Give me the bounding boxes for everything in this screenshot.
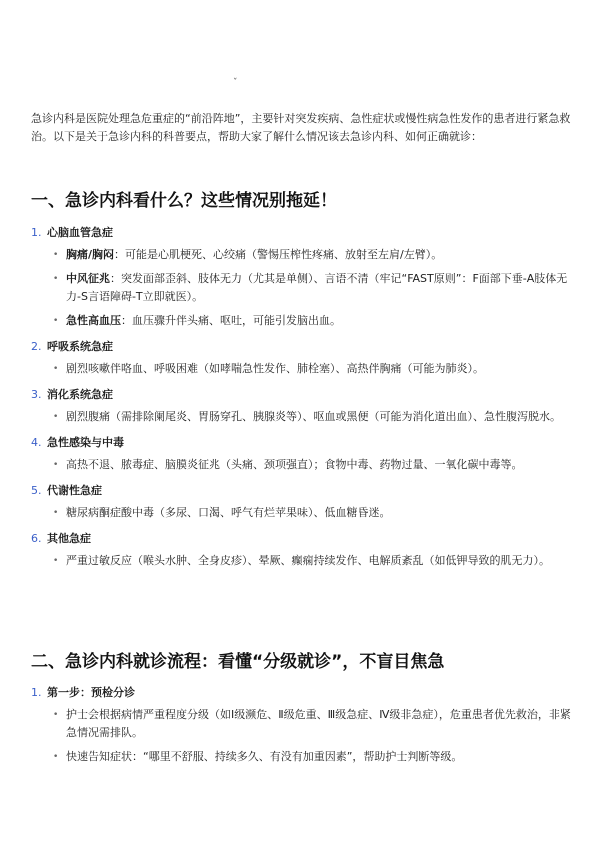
bullet-item: [53, 312, 576, 330]
bullet-text: [66, 408, 571, 426]
stray-mark: ˇ: [233, 78, 238, 88]
bullet-dot-icon: •: [53, 412, 59, 422]
bullet-text: [66, 360, 571, 378]
list-item: [31, 482, 576, 522]
bullet-body: 糖尿病酮症酸中毒（多尿、口渴、呼气有烂苹果味）、低血糖昏迷。: [66, 506, 391, 519]
list-item: [31, 386, 576, 426]
bullet-item: [53, 270, 576, 306]
list-item-title: 代谢性急症: [47, 484, 102, 497]
bullet-dot-icon: •: [53, 364, 59, 374]
list-item-heading: [31, 482, 576, 504]
bullet-text: [66, 552, 571, 570]
bullet-dot-icon: •: [53, 250, 59, 260]
list-item: [31, 684, 576, 766]
bullet-text: [66, 270, 571, 306]
intro-paragraph: 急诊内科是医院处理急危重症的“前沿阵地”，主要针对突发疾病、急性症状或慢性病急性发作的患者进行紧急救治。以下是关于急诊内科的科普要点，帮助大家了解什么情况该去急诊内科、如何正确就诊：: [31, 112, 571, 143]
list-number: 4.: [31, 436, 42, 449]
bullet-item: [53, 706, 576, 742]
bullet-body: 剧烈腹痛（需排除阑尾炎、胃肠穿孔、胰腺炎等）、呕血或黑便（可能为消化道出血）、急性腹泻脱水。: [66, 410, 561, 423]
list-number: 2.: [31, 340, 42, 353]
bullet-dot-icon: •: [53, 274, 59, 284]
list-item: [31, 224, 576, 330]
bullet-text: [66, 504, 571, 522]
list-number: 1.: [31, 226, 42, 239]
bullet-text: [66, 748, 571, 766]
list-item-title: 其他急症: [47, 532, 91, 545]
list-item-title: 呼吸系统急症: [47, 340, 113, 353]
bullet-item: [53, 246, 576, 264]
bullet-text: [66, 706, 571, 742]
bullet-dot-icon: •: [53, 710, 59, 720]
list-number: 5.: [31, 484, 42, 497]
list-number: 1.: [31, 686, 42, 699]
bullet-dot-icon: •: [53, 752, 59, 762]
bullet-body: 快速告知症状：“哪里不舒服、持续多久、有没有加重因素”，帮助护士判断等级。: [66, 750, 463, 763]
list-item-title: 第一步：预检分诊: [47, 686, 135, 699]
bullet-label: 急性高血压: [66, 314, 121, 327]
bullet-text: [66, 456, 571, 474]
section-1-list: [31, 224, 576, 578]
bullet-body: 剧烈咳嗽伴咯血、呼吸困难（如哮喘急性发作、肺栓塞）、高热伴胸痛（可能为肺炎）。: [66, 362, 484, 375]
bullet-body: 严重过敏反应（喉头水肿、全身皮疹）、晕厥、癫痫持续发作、电解质紊乱（如低钾导致的肌无力）。: [66, 554, 550, 567]
bullet-body: ：血压骤升伴头痛、呕吐，可能引发脑出血。: [121, 314, 341, 327]
bullet-dot-icon: •: [53, 316, 59, 326]
bullet-body: 护士会根据病情严重程度分级（如Ⅰ级濒危、Ⅱ级危重、Ⅲ级急症、Ⅳ级非急症），危重患者优先救治，非紧急情况需排队。: [66, 708, 571, 739]
list-item-heading: [31, 224, 576, 246]
list-item-title: 消化系统急症: [47, 388, 113, 401]
bullet-text: [66, 312, 571, 330]
list-item-heading: [31, 434, 576, 456]
list-item-title: 心脑血管急症: [47, 226, 113, 239]
bullet-body: ：可能是心肌梗死、心绞痛（警惕压榨性疼痛、放射至左肩/左臂）。: [114, 248, 443, 261]
bullet-item: [53, 408, 576, 426]
list-item-heading: [31, 530, 576, 552]
list-item-heading: [31, 386, 576, 408]
bullet-item: [53, 552, 576, 570]
section-2-list: [31, 684, 576, 774]
bullet-dot-icon: •: [53, 556, 59, 566]
list-item-heading: [31, 338, 576, 360]
list-item-heading: [31, 684, 576, 706]
bullet-label: 中风征兆: [66, 272, 110, 285]
bullet-label: 胸痛/胸闷: [66, 248, 115, 261]
list-item: [31, 338, 576, 378]
bullet-body: 高热不退、脓毒症、脑膜炎征兆（头痛、颈项强直）；食物中毒、药物过量、一氧化碳中毒等。: [66, 458, 523, 471]
bullet-item: [53, 748, 576, 766]
bullet-text: [66, 246, 571, 264]
section-heading-1: 一、急诊内科看什么？这些情况别拖延！: [31, 191, 337, 211]
bullet-item: [53, 456, 576, 474]
list-number: 6.: [31, 532, 42, 545]
bullet-dot-icon: •: [53, 508, 59, 518]
bullet-item: [53, 360, 576, 378]
bullet-body: ：突发面部歪斜、肢体无力（尤其是单侧）、言语不清（牢记“FAST原则”：F面部下垂-A肢体无力-S言语障碍-T立即就医）。: [66, 272, 568, 303]
section-heading-2: 二、急诊内科就诊流程：看懂“分级就诊”，不盲目焦急: [31, 652, 445, 672]
bullet-dot-icon: •: [53, 460, 59, 470]
list-number: 3.: [31, 388, 42, 401]
bullet-item: [53, 504, 576, 522]
list-item-title: 急性感染与中毒: [47, 436, 124, 449]
list-item: [31, 530, 576, 570]
list-item: [31, 434, 576, 474]
